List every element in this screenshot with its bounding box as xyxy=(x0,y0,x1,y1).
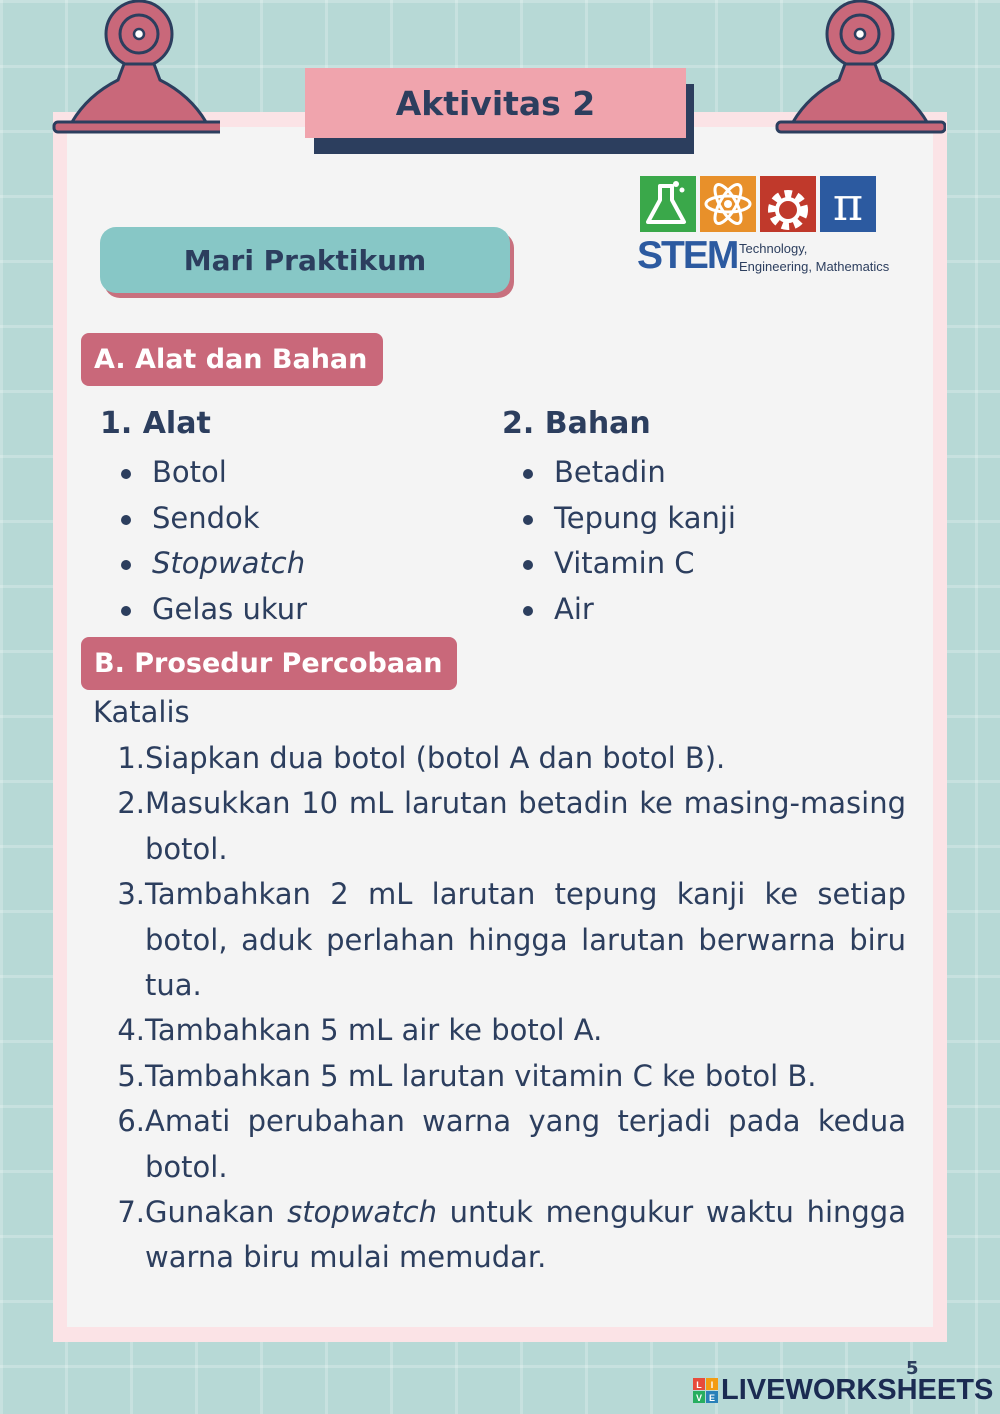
procedure-step: 2. Masukkan 10 mL larutan betadin ke masing-masing botol. xyxy=(117,786,906,866)
page-number: 5 xyxy=(906,1358,919,1379)
liveworksheets-logo-icon xyxy=(693,1378,718,1403)
section-a-heading: A. Alat dan Bahan xyxy=(81,333,383,386)
page-title: Aktivitas 2 xyxy=(305,68,686,138)
subtitle-banner: Mari Praktikum xyxy=(100,227,510,293)
stem-subtitle: Technology, Engineering, Mathematics xyxy=(739,241,890,274)
bahan-heading: 2. Bahan xyxy=(502,406,651,441)
pi-icon xyxy=(820,176,876,232)
liveworksheets-text[interactable]: LIVEWORKSHEETS xyxy=(721,1373,994,1406)
list-item: Betadin xyxy=(503,450,736,496)
stem-word: STEM xyxy=(637,234,738,277)
alat-list xyxy=(101,450,307,632)
procedure-step: 4. Tambahkan 5 mL air ke botol A. xyxy=(117,1013,603,1048)
gear-icon xyxy=(760,176,816,232)
binder-clip-right-icon xyxy=(766,0,946,140)
liveworksheets-watermark xyxy=(693,1372,993,1408)
svg-text:I: I xyxy=(710,1379,714,1390)
flask-icon xyxy=(640,176,696,232)
list-item: Vitamin C xyxy=(503,541,736,587)
stem-tiles xyxy=(640,176,876,232)
section-b-heading: B. Prosedur Percobaan xyxy=(81,637,457,690)
stem-logo xyxy=(637,176,897,280)
list-item: Air xyxy=(503,587,736,633)
list-item: Botol xyxy=(101,450,307,496)
list-item: Gelas ukur xyxy=(101,587,307,633)
procedure-steps xyxy=(93,736,906,1281)
svg-text:V: V xyxy=(695,1392,703,1403)
svg-text:E: E xyxy=(708,1392,716,1403)
svg-text:L: L xyxy=(696,1379,702,1390)
svg-text:π: π xyxy=(832,177,864,231)
alat-heading: 1. Alat xyxy=(100,406,211,441)
procedure-step: 6. Amati perubahan warna yang terjadi pada kedua botol. xyxy=(117,1104,906,1184)
bahan-list xyxy=(503,450,736,632)
atom-icon xyxy=(700,176,756,232)
procedure-intro: Katalis xyxy=(93,695,190,729)
list-item: Sendok xyxy=(101,496,307,542)
procedure-step: 3. Tambahkan 2 mL larutan tepung kanji ke setiap botol, aduk perlahan hingga larutan berwarna biru tua. xyxy=(117,877,906,1003)
procedure-step: 7. Gunakan stopwatch untuk mengukur waktu hingga warna biru mulai memudar. xyxy=(117,1195,906,1275)
list-item: Tepung kanji xyxy=(503,496,736,542)
list-item: Stopwatch xyxy=(101,541,307,587)
procedure-step: 5. Tambahkan 5 mL larutan vitamin C ke botol B. xyxy=(117,1058,817,1093)
procedure-step: 1. Siapkan dua botol (botol A dan botol B). xyxy=(117,741,726,775)
binder-clip-left-icon xyxy=(40,0,220,140)
